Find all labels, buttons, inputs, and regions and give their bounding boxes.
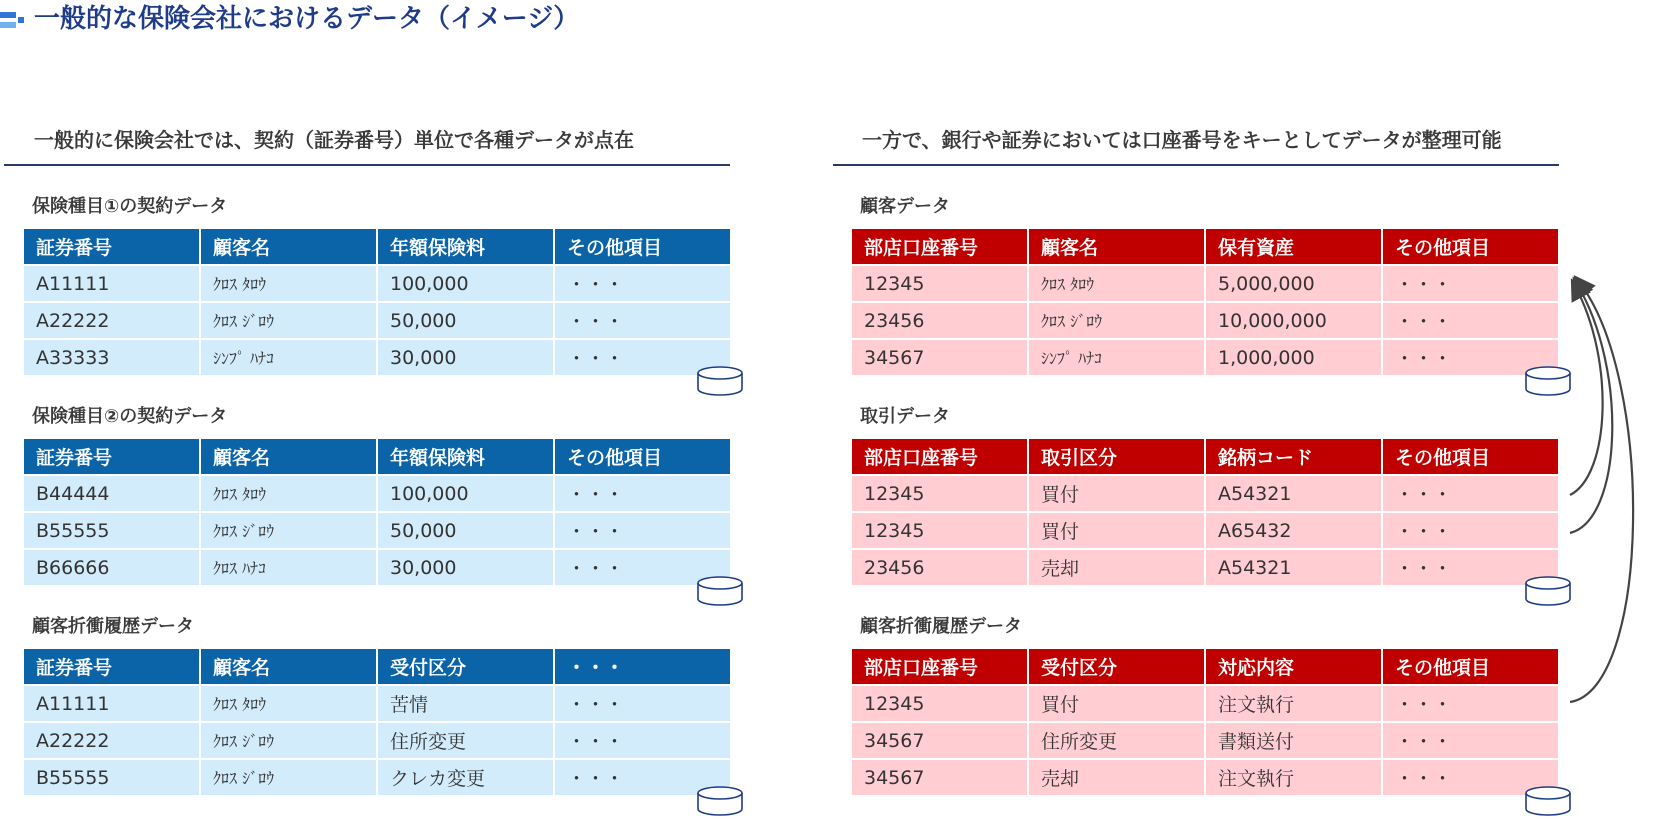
- left-section-rule: [4, 164, 730, 166]
- table-row: [24, 340, 730, 375]
- table-cell: A11111: [24, 266, 199, 301]
- table-cell: B66666: [24, 550, 199, 585]
- table-cell: 1,000,000: [1206, 340, 1381, 375]
- table-cell: B44444: [24, 476, 199, 511]
- table-cell: 買付: [1029, 686, 1204, 721]
- table-row: [852, 550, 1558, 585]
- column-header: 顧客名: [201, 229, 376, 264]
- table-cell: 12345: [852, 266, 1027, 301]
- table-row: [24, 723, 730, 758]
- table-cell: 12345: [852, 513, 1027, 548]
- table-cell: A11111: [24, 686, 199, 721]
- table-header-row: [24, 649, 730, 684]
- table-caption: 取引データ: [860, 406, 950, 427]
- table-cell: ・・・: [1383, 513, 1558, 548]
- table-cell: 注文執行: [1206, 686, 1381, 721]
- customer-table: [850, 227, 1560, 377]
- table-cell: 売却: [1029, 760, 1204, 795]
- table-cell: 住所変更: [1029, 723, 1204, 758]
- table-cell: ・・・: [1383, 723, 1558, 758]
- table-cell: 売却: [1029, 550, 1204, 585]
- table-header-row: [852, 439, 1558, 474]
- table-cell: ｸﾛｽ ｼﾞﾛｳ: [1029, 303, 1204, 338]
- column-header: 受付区分: [1029, 649, 1204, 684]
- table-cell: 12345: [852, 686, 1027, 721]
- database-icon: [696, 576, 744, 606]
- column-header: 顧客名: [201, 439, 376, 474]
- table-cell: ｸﾛｽ ｼﾞﾛｳ: [201, 760, 376, 795]
- right-section-rule: [833, 164, 1559, 166]
- table-cell: ｸﾛｽ ﾀﾛｳ: [201, 266, 376, 301]
- column-header: その他項目: [1383, 229, 1558, 264]
- table-cell: クレカ変更: [378, 760, 553, 795]
- column-header: 年額保険料: [378, 229, 553, 264]
- transaction-table: [850, 437, 1560, 587]
- table-cell: ｸﾛｽ ｼﾞﾛｳ: [201, 303, 376, 338]
- table-cell: ・・・: [1383, 266, 1558, 301]
- column-header: ・・・: [555, 649, 730, 684]
- table-cell: A22222: [24, 303, 199, 338]
- table-cell: ・・・: [555, 760, 730, 795]
- column-header: 証券番号: [24, 229, 199, 264]
- table-row: [852, 513, 1558, 548]
- column-header: 受付区分: [378, 649, 553, 684]
- table-row: [24, 476, 730, 511]
- table-row: [852, 723, 1558, 758]
- table-cell: ｼﾝﾌﾟ ﾊﾅｺ: [1029, 340, 1204, 375]
- table-cell: ・・・: [1383, 303, 1558, 338]
- right-section-heading: 一方で、銀行や証券においては口座番号をキーとしてデータが整理可能: [862, 128, 1502, 152]
- table-cell: 34567: [852, 340, 1027, 375]
- table-cell: 100,000: [378, 476, 553, 511]
- column-header: 証券番号: [24, 439, 199, 474]
- table-cell: 34567: [852, 760, 1027, 795]
- table-cell: ・・・: [555, 303, 730, 338]
- link-arrow-icon: [1570, 286, 1603, 495]
- table-cell: ｸﾛｽ ｼﾞﾛｳ: [201, 513, 376, 548]
- table-cell: 苦情: [378, 686, 553, 721]
- table-row: [852, 476, 1558, 511]
- table-cell: ・・・: [555, 266, 730, 301]
- table-cell: ・・・: [1383, 476, 1558, 511]
- table-row: [24, 686, 730, 721]
- table-cell: 34567: [852, 723, 1027, 758]
- table-caption: 保険種目①の契約データ: [32, 196, 228, 217]
- table-header-row: [852, 649, 1558, 684]
- column-header: 部店口座番号: [852, 229, 1027, 264]
- table-cell: 50,000: [378, 303, 553, 338]
- table-cell: ・・・: [1383, 340, 1558, 375]
- column-header: 取引区分: [1029, 439, 1204, 474]
- table-row: [24, 550, 730, 585]
- table-header-row: [852, 229, 1558, 264]
- column-header: その他項目: [555, 229, 730, 264]
- table-cell: ｸﾛｽ ﾀﾛｳ: [201, 686, 376, 721]
- table-cell: ・・・: [555, 723, 730, 758]
- column-header: 部店口座番号: [852, 649, 1027, 684]
- table-cell: ｸﾛｽ ﾀﾛｳ: [1029, 266, 1204, 301]
- page-title: 一般的な保険会社におけるデータ（イメージ）: [34, 4, 580, 34]
- column-header: 顧客名: [1029, 229, 1204, 264]
- table-row: [24, 266, 730, 301]
- table-cell: ｸﾛｽ ｼﾞﾛｳ: [201, 723, 376, 758]
- column-header: 銘柄コード: [1206, 439, 1381, 474]
- table-cell: ・・・: [1383, 550, 1558, 585]
- table-caption: 顧客折衝履歴データ: [860, 616, 1022, 637]
- table-cell: ｼﾝﾌﾟ ﾊﾅｺ: [201, 340, 376, 375]
- table-cell: B55555: [24, 760, 199, 795]
- column-header: その他項目: [1383, 649, 1558, 684]
- table-cell: 30,000: [378, 550, 553, 585]
- link-arrow-icon: [1570, 284, 1612, 533]
- table-cell: A33333: [24, 340, 199, 375]
- column-header: 対応内容: [1206, 649, 1381, 684]
- table-cell: ｸﾛｽ ﾊﾅｺ: [201, 550, 376, 585]
- database-icon: [1524, 786, 1572, 816]
- table-cell: A54321: [1206, 550, 1381, 585]
- table-cell: 10,000,000: [1206, 303, 1381, 338]
- contact-history-table-left: [22, 647, 732, 797]
- table-row: [852, 760, 1558, 795]
- table-cell: 買付: [1029, 513, 1204, 548]
- table-cell: 12345: [852, 476, 1027, 511]
- table-cell: 50,000: [378, 513, 553, 548]
- table-row: [852, 303, 1558, 338]
- table-cell: 5,000,000: [1206, 266, 1381, 301]
- table-cell: ・・・: [1383, 760, 1558, 795]
- left-section-heading: 一般的に保険会社では、契約（証券番号）単位で各種データが点在: [34, 128, 634, 152]
- table-row: [24, 513, 730, 548]
- table-cell: 23456: [852, 303, 1027, 338]
- table-row: [852, 686, 1558, 721]
- table-header-row: [24, 439, 730, 474]
- table-cell: A54321: [1206, 476, 1381, 511]
- contract-table-2: [22, 437, 732, 587]
- table-cell: 注文執行: [1206, 760, 1381, 795]
- column-header: 証券番号: [24, 649, 199, 684]
- column-header: 部店口座番号: [852, 439, 1027, 474]
- table-cell: A65432: [1206, 513, 1381, 548]
- table-cell: ・・・: [555, 550, 730, 585]
- title-marker-icon: [0, 10, 24, 30]
- database-icon: [696, 786, 744, 816]
- table-cell: ・・・: [1383, 686, 1558, 721]
- table-cell: ｸﾛｽ ﾀﾛｳ: [201, 476, 376, 511]
- contract-table-1: [22, 227, 732, 377]
- table-header-row: [24, 229, 730, 264]
- column-header: 年額保険料: [378, 439, 553, 474]
- table-caption: 顧客データ: [860, 196, 950, 217]
- table-cell: ・・・: [555, 686, 730, 721]
- table-cell: B55555: [24, 513, 199, 548]
- table-cell: ・・・: [555, 340, 730, 375]
- table-cell: A22222: [24, 723, 199, 758]
- table-cell: ・・・: [555, 476, 730, 511]
- column-header: その他項目: [1383, 439, 1558, 474]
- column-header: 顧客名: [201, 649, 376, 684]
- table-cell: 住所変更: [378, 723, 553, 758]
- table-row: [24, 303, 730, 338]
- link-arrows: [1560, 270, 1664, 720]
- column-header: その他項目: [555, 439, 730, 474]
- table-row: [852, 340, 1558, 375]
- table-cell: 23456: [852, 550, 1027, 585]
- table-caption: 顧客折衝履歴データ: [32, 616, 194, 637]
- table-caption: 保険種目②の契約データ: [32, 406, 228, 427]
- table-cell: 100,000: [378, 266, 553, 301]
- table-row: [852, 266, 1558, 301]
- contact-history-table-right: [850, 647, 1560, 797]
- table-cell: 買付: [1029, 476, 1204, 511]
- table-row: [24, 760, 730, 795]
- table-cell: 30,000: [378, 340, 553, 375]
- column-header: 保有資産: [1206, 229, 1381, 264]
- database-icon: [696, 366, 744, 396]
- table-cell: ・・・: [555, 513, 730, 548]
- table-cell: 書類送付: [1206, 723, 1381, 758]
